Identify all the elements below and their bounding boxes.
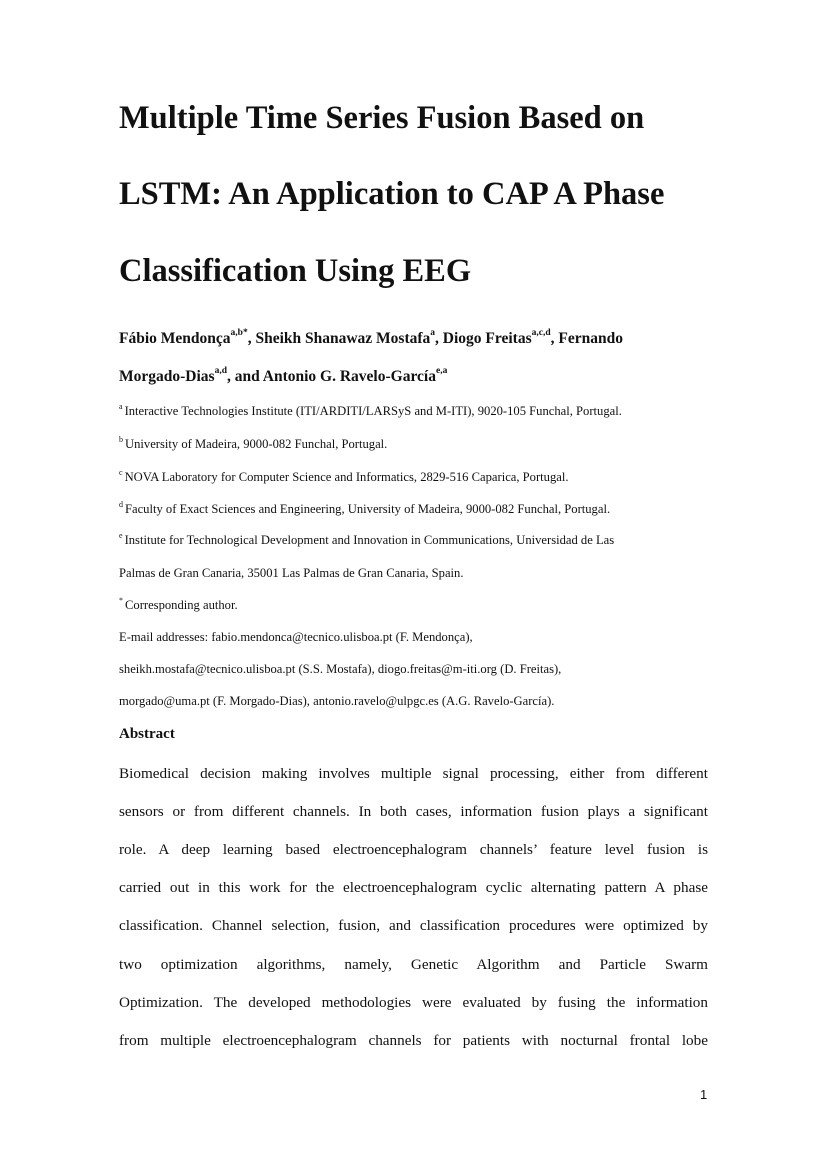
author-affiliation-mark: a,b* [230,328,248,338]
abstract-line-2: sensors or from different channels. In both cases, information fusion plays a significant [119,803,708,820]
paper-title-line-3: Classification Using EEG [119,253,472,289]
affiliation-text: Faculty of Exact Sciences and Engineering, University of Madeira, 9000-082 Funchal, Portugal. [125,502,611,516]
affiliation-mark: * [119,596,123,605]
affiliation-text: Interactive Technologies Institute (ITI/ARDITI/LARSyS and M-ITI), 9020-105 Funchal, Portugal. [124,404,622,418]
author-affiliation-mark: a,c,d [531,328,551,338]
paper-title-line-1: Multiple Time Series Fusion Based on [119,100,645,136]
author-name: , Fernando [550,330,623,347]
affiliation-text: University of Madeira, 9000-082 Funchal, Portugal. [125,437,388,451]
abstract-line-8: from multiple electroencephalogram channels for patients with nocturnal frontal lobe [119,1032,708,1049]
affiliation-text: Institute for Technological Development and Innovation in Communications, Universidad de Las [124,533,615,547]
affiliation-mark: e [119,531,123,540]
affiliation-a [119,402,622,418]
affiliation-e [119,531,615,547]
author-name: Fábio Mendonça [119,330,231,347]
author-name: , Diogo Freitas [435,330,532,347]
abstract-line-3: role. A deep learning based electroencephalogram channels’ feature level fusion is [119,841,708,858]
abstract-line-6: two optimization algorithms, namely, Genetic Algorithm and Particle Swarm [119,956,708,973]
affiliation-mark: b [119,435,123,444]
abstract-line-4: carried out in this work for the electroencephalogram cyclic alternating pattern A phase [119,879,708,896]
author-affiliation-mark: a,d [214,366,227,376]
abstract-line-7: Optimization. The developed methodologies were evaluated by fusing the information [119,994,708,1011]
abstract-line-1: Biomedical decision making involves multiple signal processing, either from different [119,765,708,782]
corresponding-author-note [119,596,238,612]
email-line-2: sheikh.mostafa@tecnico.ulisboa.pt (S.S. Mostafa), diogo.freitas@m-iti.org (D. Freitas), [119,662,562,676]
affiliation-mark: d [119,500,123,509]
abstract-line-5: classification. Channel selection, fusion, and classification procedures were optimized by [119,917,708,934]
author-affiliation-mark: e,a [435,366,448,376]
email-line-1: E-mail addresses: fabio.mendonca@tecnico.ulisboa.pt (F. Mendonça), [119,630,473,644]
affiliation-text: NOVA Laboratory for Computer Science and Informatics, 2829-516 Caparica, Portugal. [124,470,569,484]
affiliation-d [119,500,611,516]
affiliation-b [119,435,388,451]
affiliation-e-continued [119,567,463,580]
affiliation-mark: a [119,402,123,411]
author-affiliation-mark: a [430,328,436,338]
affiliation-c [119,468,569,484]
abstract-heading: Abstract [119,726,175,742]
email-line-3: morgado@uma.pt (F. Morgado-Dias), antonio.ravelo@ulpgc.es (A.G. Ravelo-García). [119,694,555,708]
author-name: , and Antonio G. Ravelo-García [227,368,436,385]
affiliation-text: Palmas de Gran Canaria, 35001 Las Palmas de Gran Canaria, Spain. [119,566,464,580]
author-list-line-1 [119,328,623,347]
affiliation-mark: c [119,468,123,477]
author-list-line-2 [119,366,448,385]
author-name: , Sheikh Shanawaz Mostafa [247,330,431,347]
page-number: 1 [700,1087,708,1102]
affiliation-text: Corresponding author. [125,598,238,612]
paper-title-line-2: LSTM: An Application to CAP A Phase [119,176,665,212]
author-name: Morgado-Dias [119,368,215,385]
